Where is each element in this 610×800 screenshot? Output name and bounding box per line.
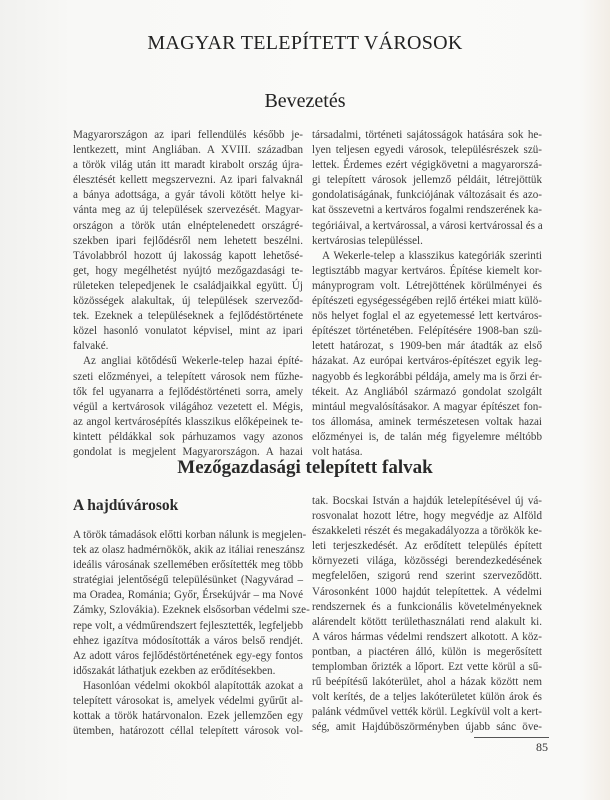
text-line: időszakát láthatjuk ezekben az erődítésekben. bbox=[73, 664, 276, 677]
text-line: közösségek alakultak, új települések szerveződ- bbox=[73, 295, 303, 308]
text-line: szekben ipari fejlődésről nem lehetett beszélni. bbox=[73, 234, 303, 247]
text-line: Városonként 1000 hajdút telepítettek. A védelmi bbox=[312, 585, 542, 598]
text-line: Magyarországon az ipari fellendülés később je- bbox=[73, 129, 303, 141]
text-line: élesztését kellett megszervezni. Az ipari falvaknál bbox=[73, 174, 303, 187]
text-line: kat összevetni a kertváros fogalmi rendszerének ka- bbox=[312, 204, 542, 217]
text-line: gondolat is megjelent Magyarországon. A hazai bbox=[73, 445, 303, 458]
text-line: nös helyet foglal el az egyetemessé lett kertváros- bbox=[312, 310, 542, 323]
text-line: A város hármas védelmi rendszert alkotott. A köz- bbox=[312, 630, 542, 643]
text-line: a török világ után itt maradt kirabolt ország újra- bbox=[73, 159, 303, 172]
text-line: ma Oradea, Románia; Győr, Érsekújvár – ma Nové bbox=[73, 589, 303, 602]
text-line: tak. Bocskai István a hajdúk letelepítésével új vá- bbox=[312, 495, 542, 507]
text-line: get, hogy megélhetést nyújtó mezőgazdasági te- bbox=[73, 264, 303, 277]
intro-column-right bbox=[312, 128, 542, 460]
text-line: stratégiai jelentőségű településünket (Nagyvárad – bbox=[73, 574, 303, 587]
text-line: végül a kertvárosok világához vezetett el. Mégis, bbox=[73, 400, 303, 413]
text-line: gondolatiságának, funkciójának változásait és azo- bbox=[312, 189, 542, 202]
text-line: ütemben, határozott céllal telepített városok vol- bbox=[73, 725, 303, 738]
text-line: a bánya adottsága, a gyár távoli kötött helye ki- bbox=[73, 189, 303, 202]
text-line: ség, amit Hajdúböszörményben újabb sánc öve- bbox=[312, 721, 542, 734]
text-line: házakat. Az európai kertváros-építészet egyik leg- bbox=[312, 355, 542, 368]
text-line: vánta meg az új települések szervezését. Magyar- bbox=[73, 204, 303, 217]
text-line: alárendelt kötött területhasználati rend alakult ki. bbox=[312, 615, 542, 628]
text-line: Az angliai kötődésű Wekerle-telep hazai építé- bbox=[83, 355, 303, 368]
text-line: mányprogram volt. Létrejöttének körülményei és bbox=[312, 279, 542, 292]
text-line: az angol kertvárosépítés klasszikus előképeinek te- bbox=[73, 415, 303, 428]
text-line: kintett példákkal sok párhuzamos vagy azonos bbox=[73, 430, 303, 443]
text-line: falvaké. bbox=[73, 340, 109, 353]
page-number: 85 bbox=[536, 740, 548, 754]
text-line: Hasonlóan védelmi okokból alapították azokat a bbox=[83, 679, 303, 692]
text-line: rű beépítésű lakóterület, ahol a házak között nem bbox=[312, 676, 542, 689]
text-line: palánk védművel vették körül. Legkívül volt a kert- bbox=[312, 706, 542, 719]
text-line: A Wekerle-telep a klasszikus kategóriák szerinti bbox=[322, 249, 542, 262]
text-line: ideális városának szellemében erősítették meg több bbox=[73, 559, 303, 572]
intro-column-left bbox=[73, 128, 303, 460]
page-title: MAGYAR TELEPÍTETT VÁROSOK bbox=[147, 32, 463, 54]
text-line: lyen teljesen egyedi városok, településrészek szü- bbox=[312, 144, 542, 157]
text-line: tek. Ezeknek a településeknek a fejlődéstörténete bbox=[73, 310, 303, 323]
text-line: gi telepített városok jellemző példáit, létrejöttük bbox=[312, 174, 542, 187]
text-line: nagyobb és legkorábbi példája, amely ma is őrzi ér- bbox=[312, 370, 542, 383]
text-line: mintául megvalósításakor. A magyar építészet fon- bbox=[312, 400, 542, 413]
text-line: megfelelően, szigorú rend szerint szerveződött. bbox=[312, 570, 542, 583]
text-line: rületeken telepedjenek le családjaikkal együtt. Új bbox=[73, 279, 303, 292]
text-line: Távolabbról hozott új lakosság kapott lehetősé- bbox=[73, 249, 303, 262]
text-line: pontban, a piactéren álló, külön is megerősített bbox=[312, 645, 542, 658]
text-line: társadalmi, történeti sajátosságok hatására sok he- bbox=[312, 129, 542, 141]
text-line: szeti előzményei, a telepített városok nem fűzhe- bbox=[73, 370, 303, 383]
text-line: Az adott város fejlődéstörténetének egy-egy fontos bbox=[73, 649, 303, 662]
text-line: ehhez igazítva módosították a város belső rendjét. bbox=[73, 634, 303, 647]
text-line: környezeti világa, közösségi berendezkedésének bbox=[312, 555, 542, 568]
text-line: tegóriáival, a kertvárossal, a városi kertvárossal és a bbox=[312, 219, 543, 232]
text-line: közel hasonló vonulatot képvisel, mint az ipari bbox=[73, 325, 303, 338]
text-line: építészeti egységességében rejlő értékei miatt külö- bbox=[312, 295, 542, 308]
text-line: tos állomása, aminek természetesen voltak hazai bbox=[312, 415, 542, 428]
text-line: volt kerítés, de a teljes lakóterületet külön árok és bbox=[312, 691, 542, 704]
section-heading-introduction: Bevezetés bbox=[264, 90, 346, 112]
text-line: repe volt, a védműrendszert fejlesztették, legfeljebb bbox=[73, 619, 303, 632]
subsection-heading-hajdu-towns: A hajdúvárosok bbox=[73, 497, 179, 514]
text-line: templomban őrizték a lőport. Ezt vette körül a sű- bbox=[312, 661, 542, 674]
hajdu-column-right bbox=[312, 494, 542, 736]
text-line: országon a török után elnéptelenedett országré- bbox=[73, 219, 303, 232]
text-line: A török támadások előtti korban nálunk is megjelen- bbox=[73, 529, 307, 541]
text-line: letett határozat, s 1909-ben már átadták az első bbox=[312, 340, 542, 353]
text-line: kottak a török határvonalon. Ezek jellemzően egy bbox=[73, 710, 303, 723]
text-line: előzményei is, de talán még figyelemre méltóbb bbox=[312, 430, 542, 443]
text-line: leti terjeszkedését. Az erődített település épített bbox=[312, 540, 542, 553]
text-line: rosvonalat hozott létre, hogy megvédje az Alföld bbox=[312, 510, 542, 523]
text-line: telepített városokat is, amelyek védelmi gyűrűt al- bbox=[73, 695, 303, 708]
text-line: tők fel ugyanarra a fejlődéstörténeti sorra, amely bbox=[73, 385, 303, 398]
hajdu-column-left bbox=[73, 528, 310, 739]
text-line: Zámky, Szlovákia). Ezeknek elsősorban védelmi sze- bbox=[73, 604, 310, 617]
text-line: lettek. Érdemes ezért végigkövetni a magyarorszá- bbox=[312, 159, 542, 172]
text-line: lentkezett, mint Angliában. A XVIII. században bbox=[73, 144, 303, 157]
text-line: tek az olasz hadmérnökök, akik az itáliai reneszánsz bbox=[73, 544, 305, 557]
text-line: rendszernek és a funkcionális követelményeknek bbox=[312, 600, 542, 613]
text-line: északkeleti részét és megakadályozza a törökök ke- bbox=[312, 525, 542, 538]
footer-rule bbox=[474, 737, 549, 738]
text-line: volt hatása. bbox=[312, 445, 363, 458]
section-heading-agricultural-villages: Mezőgazdasági telepített falvak bbox=[177, 457, 433, 478]
text-line: tékeit. Az Angliából származó gondolat szolgált bbox=[312, 385, 542, 398]
text-line: legtisztább magyar kertváros. Építése kiemelt kor- bbox=[312, 264, 542, 277]
text-line: építészet történetében. Felépítésére 1908-ban szü- bbox=[312, 325, 542, 338]
text-line: kertvárosias településsel. bbox=[312, 234, 423, 247]
